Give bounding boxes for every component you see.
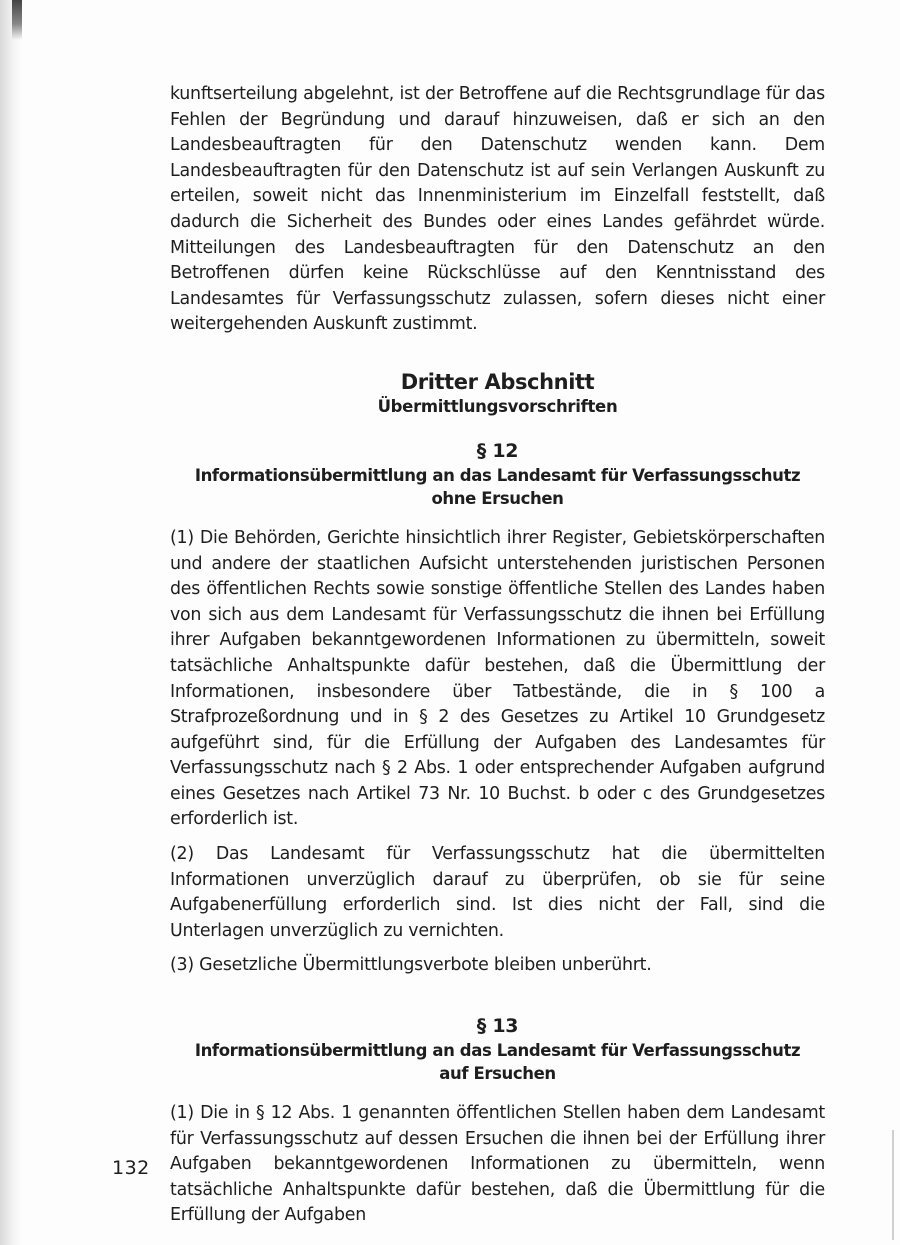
binding-shadow [0,0,22,1245]
section-title: Dritter Abschnitt [400,369,595,394]
paragraph-13-abs1: (1) Die in § 12 Abs. 1 genannten öffentlichen Stellen haben dem Landesamt für Verfassungsschutz auf dessen Ersuchen die ihnen bei der Erfüllung ihrer Aufgaben bekanntgewordenen Informationen zu übermitteln, wenn tatsächliche Anhaltspunkte dafür bestehen, daß die Übermittlung für die Erfüllung der Aufgaben [170,1103,825,1226]
intro-paragraph: kunftserteilung abgelehnt, ist der Betroffene auf die Rechtsgrundlage für das Fehlen der Begründung und darauf hinzuweisen, daß er sich an den Landesbeauftragten für den Datenschutz wenden kann. Dem Landesbeauftragten für den Datenschutz ist auf sein Verlangen Auskunft zu erteilen, soweit nicht das Innenministerium im Einzelfall feststellt, daß dadurch die Sicherheit des Bundes oder eines Landes gefährdet würde. Mitteilungen des Landesbeauftragten für den Datenschutz an den Betroffenen dürfen keine Rückschlüsse auf den Kenntnisstand des Landesamtes für Verfassungsschutz zulassen, sofern dieses nicht einer weitergehenden Auskunft zustimmt. [170,84,825,335]
paragraph-12-abs1: (1) Die Behörden, Gerichte hinsichtlich ihrer Register, Gebietskörperschaften und andere der staatlichen Aufsicht unterstehenden juristischen Personen des öffentlichen Rechts sowie sonstige öffentliche Stellen des Landes haben von sich aus dem Landesamt für Verfassungsschutz die ihnen bei Erfüllung ihrer Aufgaben bekanntgewordenen Informationen zu übermitteln, soweit tatsächliche Anhaltspunkte dafür bestehen, daß die Übermittlung der Informationen, insbesondere über Tatbestände, die in § 100 a Strafprozeßordnung und in § 2 des Gesetzes zu Artikel 10 Grundgesetz aufgeführt sind, für die Erfüllung der Aufgaben des Landesamtes für Verfassungsschutz nach § 2 Abs. 1 oder entsprechender Aufgaben aufgrund eines Gesetzes nach Artikel 73 Nr. 10 Buchst. b oder c des Grundgesetzes erforderlich ist. [170,527,825,830]
page-content [170,82,825,1229]
paragraph-12-title-line1: Informationsübermittlung an das Landesamt für Verfassungsschutz [194,465,801,485]
paragraph-13-title-line1: Informationsübermittlung an das Landesamt für Verfassungsschutz [194,1041,801,1061]
scan-corner-mark [12,0,22,40]
paragraph-12-abs2: (2) Das Landesamt für Verfassungsschutz hat die übermittelten Informationen unverzüglich darauf zu überprüfen, ob sie für seine Aufgabenerfüllung erforderlich sind. Ist dies nicht der Fall, sind die Unterlagen unverzüglich zu vernichten. [170,844,825,941]
page-edge-line [892,1130,894,1240]
paragraph-12-number: § 12 [476,439,519,462]
paragraph-13-number: § 13 [476,1015,519,1038]
section-subtitle: Übermittlungsvorschriften [377,396,618,416]
paragraph-12-title-line2: ohne Ersuchen [431,488,564,508]
paragraph-12-abs3: (3) Gesetzliche Übermittlungsverbote bleiben unberührt. [170,955,652,976]
paragraph-13-title-line2: auf Ersuchen [439,1064,556,1084]
page-number: 132 [112,1157,150,1179]
